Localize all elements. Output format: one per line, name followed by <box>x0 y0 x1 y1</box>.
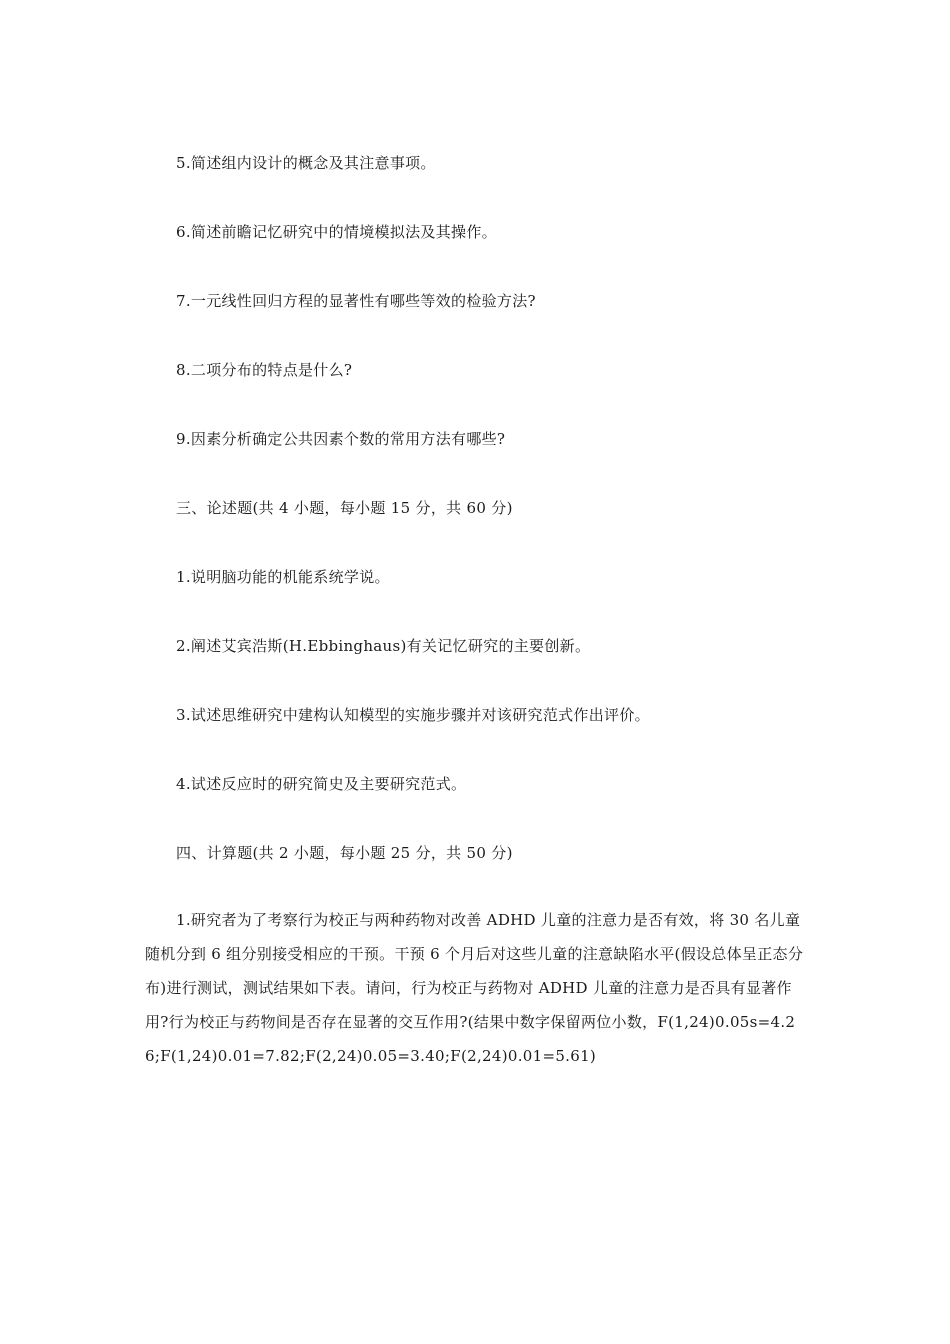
question-2-7: 7.一元线性回归方程的显著性有哪些等效的检验方法? <box>176 292 536 310</box>
question-2-6: 6.简述前瞻记忆研究中的情境模拟法及其操作。 <box>176 223 497 241</box>
question-4-1: 1.研究者为了考察行为校正与两种药物对改善 ADHD 儿童的注意力是否有效，将 30 名儿童随机分到 6 组分别接受相应的干预。干预 6 个月后对这些儿童的注意缺陷水平(假设总体呈正态分布)进行测试，测试结果如下表。请问，行为校正与药物对 ADHD 儿童的注意力是否具有显著作用?行为校正与药物间是否存在显著的交互作用?(结果中数字保留两位小数，F(1,24)0.05s=4.26;F(1,24)0.01=7.82;F(2,24)0.05=3.40;F(2,24)0.01=5.61) <box>145 911 804 1065</box>
question-3-2: 2.阐述艾宾浩斯(H.Ebbinghaus)有关记忆研究的主要创新。 <box>176 637 591 655</box>
section-4-heading: 四、计算题(共 2 小题，每小题 25 分，共 50 分) <box>176 844 513 862</box>
question-3-4: 4.试述反应时的研究简史及主要研究范式。 <box>176 775 467 793</box>
question-2-9: 9.因素分析确定公共因素个数的常用方法有哪些? <box>176 430 506 448</box>
question-3-1: 1.说明脑功能的机能系统学说。 <box>176 568 390 586</box>
question-2-8: 8.二项分布的特点是什么? <box>176 361 353 379</box>
question-3-3: 3.试述思维研究中建构认知模型的实施步骤并对该研究范式作出评价。 <box>176 706 650 724</box>
question-2-5: 5.简述组内设计的概念及其注意事项。 <box>176 154 436 172</box>
section-3-heading: 三、论述题(共 4 小题，每小题 15 分，共 60 分) <box>176 499 513 517</box>
